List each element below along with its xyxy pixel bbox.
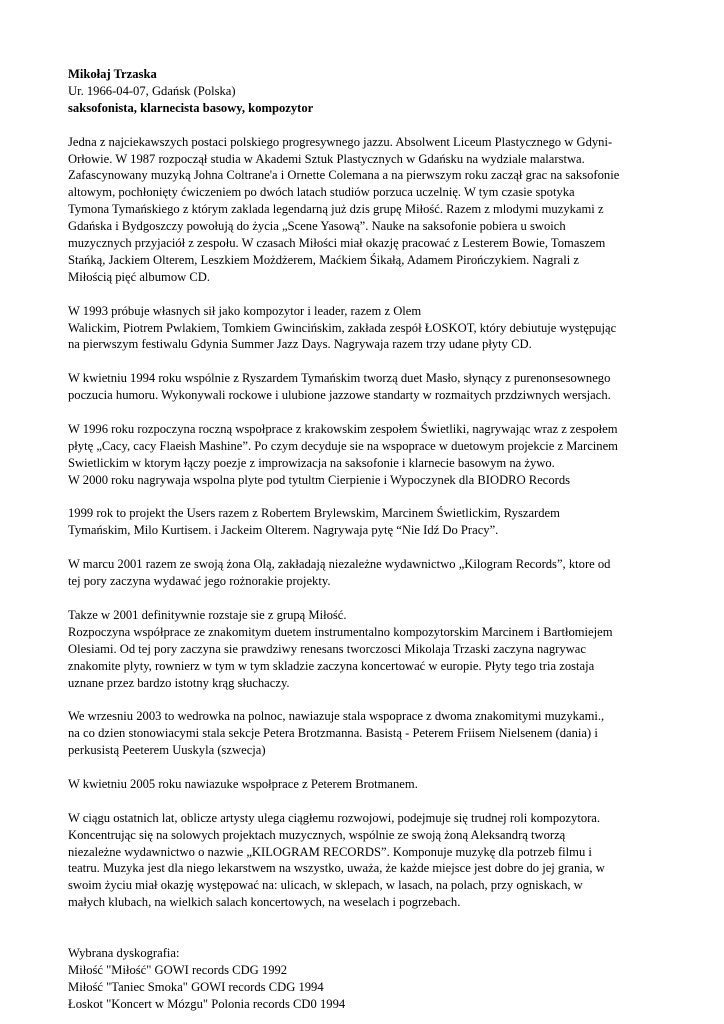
biography-paragraph (68, 810, 658, 911)
paragraph-line: W 1993 próbuje własnych sił jako kompozytor i leader, razem z Olem (68, 303, 422, 318)
paragraph-line: teatru. Muzyka jest dla niego lekarstwem na wszystko, uważa, że każde miejsce jest dobre do jej grania, w (68, 861, 605, 876)
biography-paragraph (68, 556, 658, 590)
biography-paragraph (68, 708, 658, 759)
paragraph-line: małych klubach, na wielkich salach koncertowych, na weselach i pogrzebach. (68, 895, 461, 910)
paragraph-line: Orłowie. W 1987 rozpoczął studia w Akademi Sztuk Plastycznych w Gdańsku na wydziale malarstwa. (68, 151, 585, 166)
paragraph-line: na pierwszym festiwalu Gdynia Summer Jazz Days. Nagrywaja razem trzy udane płyty CD. (68, 337, 532, 352)
paragraph-line: Tymańskim, Milo Kurtisem. i Jackeim Olterem. Nagrywaja pytę “Nie Idź Do Pracy”. (68, 523, 499, 538)
page-title: Mikołaj Trzaska (68, 67, 157, 81)
paragraph-line: W 1996 roku rozpoczyna roczną wspołprace z krakowskim zespołem Świetliki, nagrywając wraz z zespołem (68, 421, 618, 436)
biography-paragraph (68, 607, 658, 692)
paragraph-line: znakomite plyty, rownierz w tym w tym skladzie zaczyna koncertować w europie. Płyty tego tria zostaja (68, 658, 595, 673)
biography-paragraph (68, 421, 658, 489)
paragraph-line: swoim życiu miał okazję występować na: ulicach, w sklepach, w lasach, na polach, przy ogniskach, w (68, 878, 583, 893)
discography-heading: Wybrana dyskografia: (68, 945, 180, 960)
paragraph-line: Gdańska i Bydgoszczy powołują do życia „Scene Yasową”. Nauke na saksofonie pobiera u swoich (68, 219, 566, 234)
biography-paragraph (68, 505, 658, 539)
paragraph-line: W 2000 roku nagrywaja wspolna plyte pod tytultm Cierpienie i Wypoczynek dla BIODRO Records (68, 472, 571, 487)
paragraph-line: altowym, pochłonięty ćwiczeniem po dwóch latach studiów porzuca uczelnię. W tym czasie spotyka (68, 185, 575, 200)
paragraph-line: We wrzesniu 2003 to wedrowka na polnoc, nawiazuje stala wspoprace z dwoma znakomitymi muzykami., (68, 709, 605, 724)
paragraph-line: tej pory zaczyna wydawać jego rożnorakie projekty. (68, 574, 331, 589)
paragraph-line: muzycznych przyjaciół z zespołu. W czasach Miłości miał okazję pracować z Lesterem Bowie, Tomaszem (68, 236, 606, 251)
paragraph-line: na co dzien stonowiacymi stala sekcje Petera Brotzmanna. Basistą - Peterem Friisem Nielsenem (dania) i (68, 726, 598, 741)
paragraph-line: W kwietniu 2005 roku nawiazuke wspołprace z Peterem Brotmanem. (68, 776, 418, 791)
biography-paragraph (68, 303, 658, 354)
paragraph-line: Tymona Tymańskiego z którym zaklada legendarną już dzis grupę Miłość. Razem z mlodymi muzykami z (68, 202, 604, 217)
paragraph-line: W kwietniu 1994 roku wspólnie z Ryszardem Tymańskim tworzą duet Masło, słynący z purenonsesownego (68, 371, 611, 386)
paragraph-line: W marcu 2001 razem ze swoją żona Olą, zakładają niezależne wydawnictwo „Kilogram Records”, ktore od (68, 557, 611, 572)
paragraph-line: poczucia humoru. Wykonywali rockowe i ulubione jazzowe standarty w rozmaitych przdziwnych wersjach. (68, 388, 611, 403)
discography-item: Łoskot "Koncert w Mózgu" Polonia records CD0 1994 (68, 996, 346, 1011)
paragraph-line: Miłością pięć albumow CD. (68, 269, 211, 284)
spacer (68, 928, 658, 945)
role-description: saksofonista, klarnecista basowy, kompozytor (68, 100, 314, 115)
paragraph-line: niezależne wydawnictwo o nazwie „KILOGRAM RECORDS”. Komponuje muzykę dla potrzeb filmu i (68, 844, 592, 859)
paragraph-line: Zafascynowany muzyką Johna Coltrane'a i Ornette Colemana a na pierwszym roku zaczął grac na saksofonie (68, 168, 620, 183)
biography-body (68, 134, 658, 912)
discography-item: Miłość "Miłość" GOWI records CDG 1992 (68, 962, 288, 977)
paragraph-line: Koncentrując się na solowych projektach muzycznych, wspólnie ze swoją żoną Aleksandrą tworzą (68, 827, 566, 842)
birth-info: Ur. 1966-04-07, Gdańsk (Polska) (68, 83, 236, 98)
paragraph-line: Walickim, Piotrem Pwlakiem, Tomkiem Gwincińskim, zakłada zespół ŁOSKOT, który debiutuje występując (68, 320, 617, 335)
biography-paragraph (68, 134, 658, 286)
paragraph-line: perkusistą Peeterem Uuskyla (szwecja) (68, 743, 266, 758)
discography-section (68, 945, 658, 1013)
intro-block (68, 83, 658, 117)
discography-item: Miłość "Taniec Smoka" GOWI records CDG 1994 (68, 979, 324, 994)
paragraph-line: uznane przez bardzo istotny krąg słuchaczy. (68, 675, 290, 690)
paragraph-line: Swietlickim w ktorym łączy poezje z improwizacja na saksofonie i klarnecie basowym na żywo. (68, 455, 555, 470)
paragraph-line: Takze w 2001 definitywnie rozstaje sie z grupą Miłość. (68, 607, 347, 622)
paragraph-line: Stańką, Jackiem Olterem, Leszkiem Możdżerem, Maćkiem Śikałą, Adamem Pirończykiem. Nagrali z (68, 252, 579, 267)
paragraph-line: Olesiami. Od tej pory zaczyna sie prawdziwy renesans tworczosci Mikolaja Trzaski zaczyna nagrywac (68, 641, 586, 656)
paragraph-line: płytę „Cacy, cacy Flaeish Mashine”. Po czym decyduje sie na wspoprace w duetowym projekcie z Marcinem (68, 438, 618, 453)
document-page (68, 66, 658, 1013)
biography-paragraph (68, 370, 658, 404)
paragraph-line: W ciągu ostatnich lat, oblicze artysty ulega ciągłemu rozwojowi, podejmuje się trudnej roli kompozytora. (68, 810, 601, 825)
paragraph-line: 1999 rok to projekt the Users razem z Robertem Brylewskim, Marcinem Świetlickim, Ryszardem (68, 506, 560, 521)
biography-paragraph (68, 776, 658, 793)
paragraph-line: Jedna z najciekawszych postaci polskiego progresywnego jazzu. Absolwent Liceum Plastycznego w Gdyni- (68, 134, 613, 149)
paragraph-line: Rozpoczyna współprace ze znakomitym duetem instrumentalno kompozytorskim Marcinem i Bartłomiejem (68, 624, 613, 639)
